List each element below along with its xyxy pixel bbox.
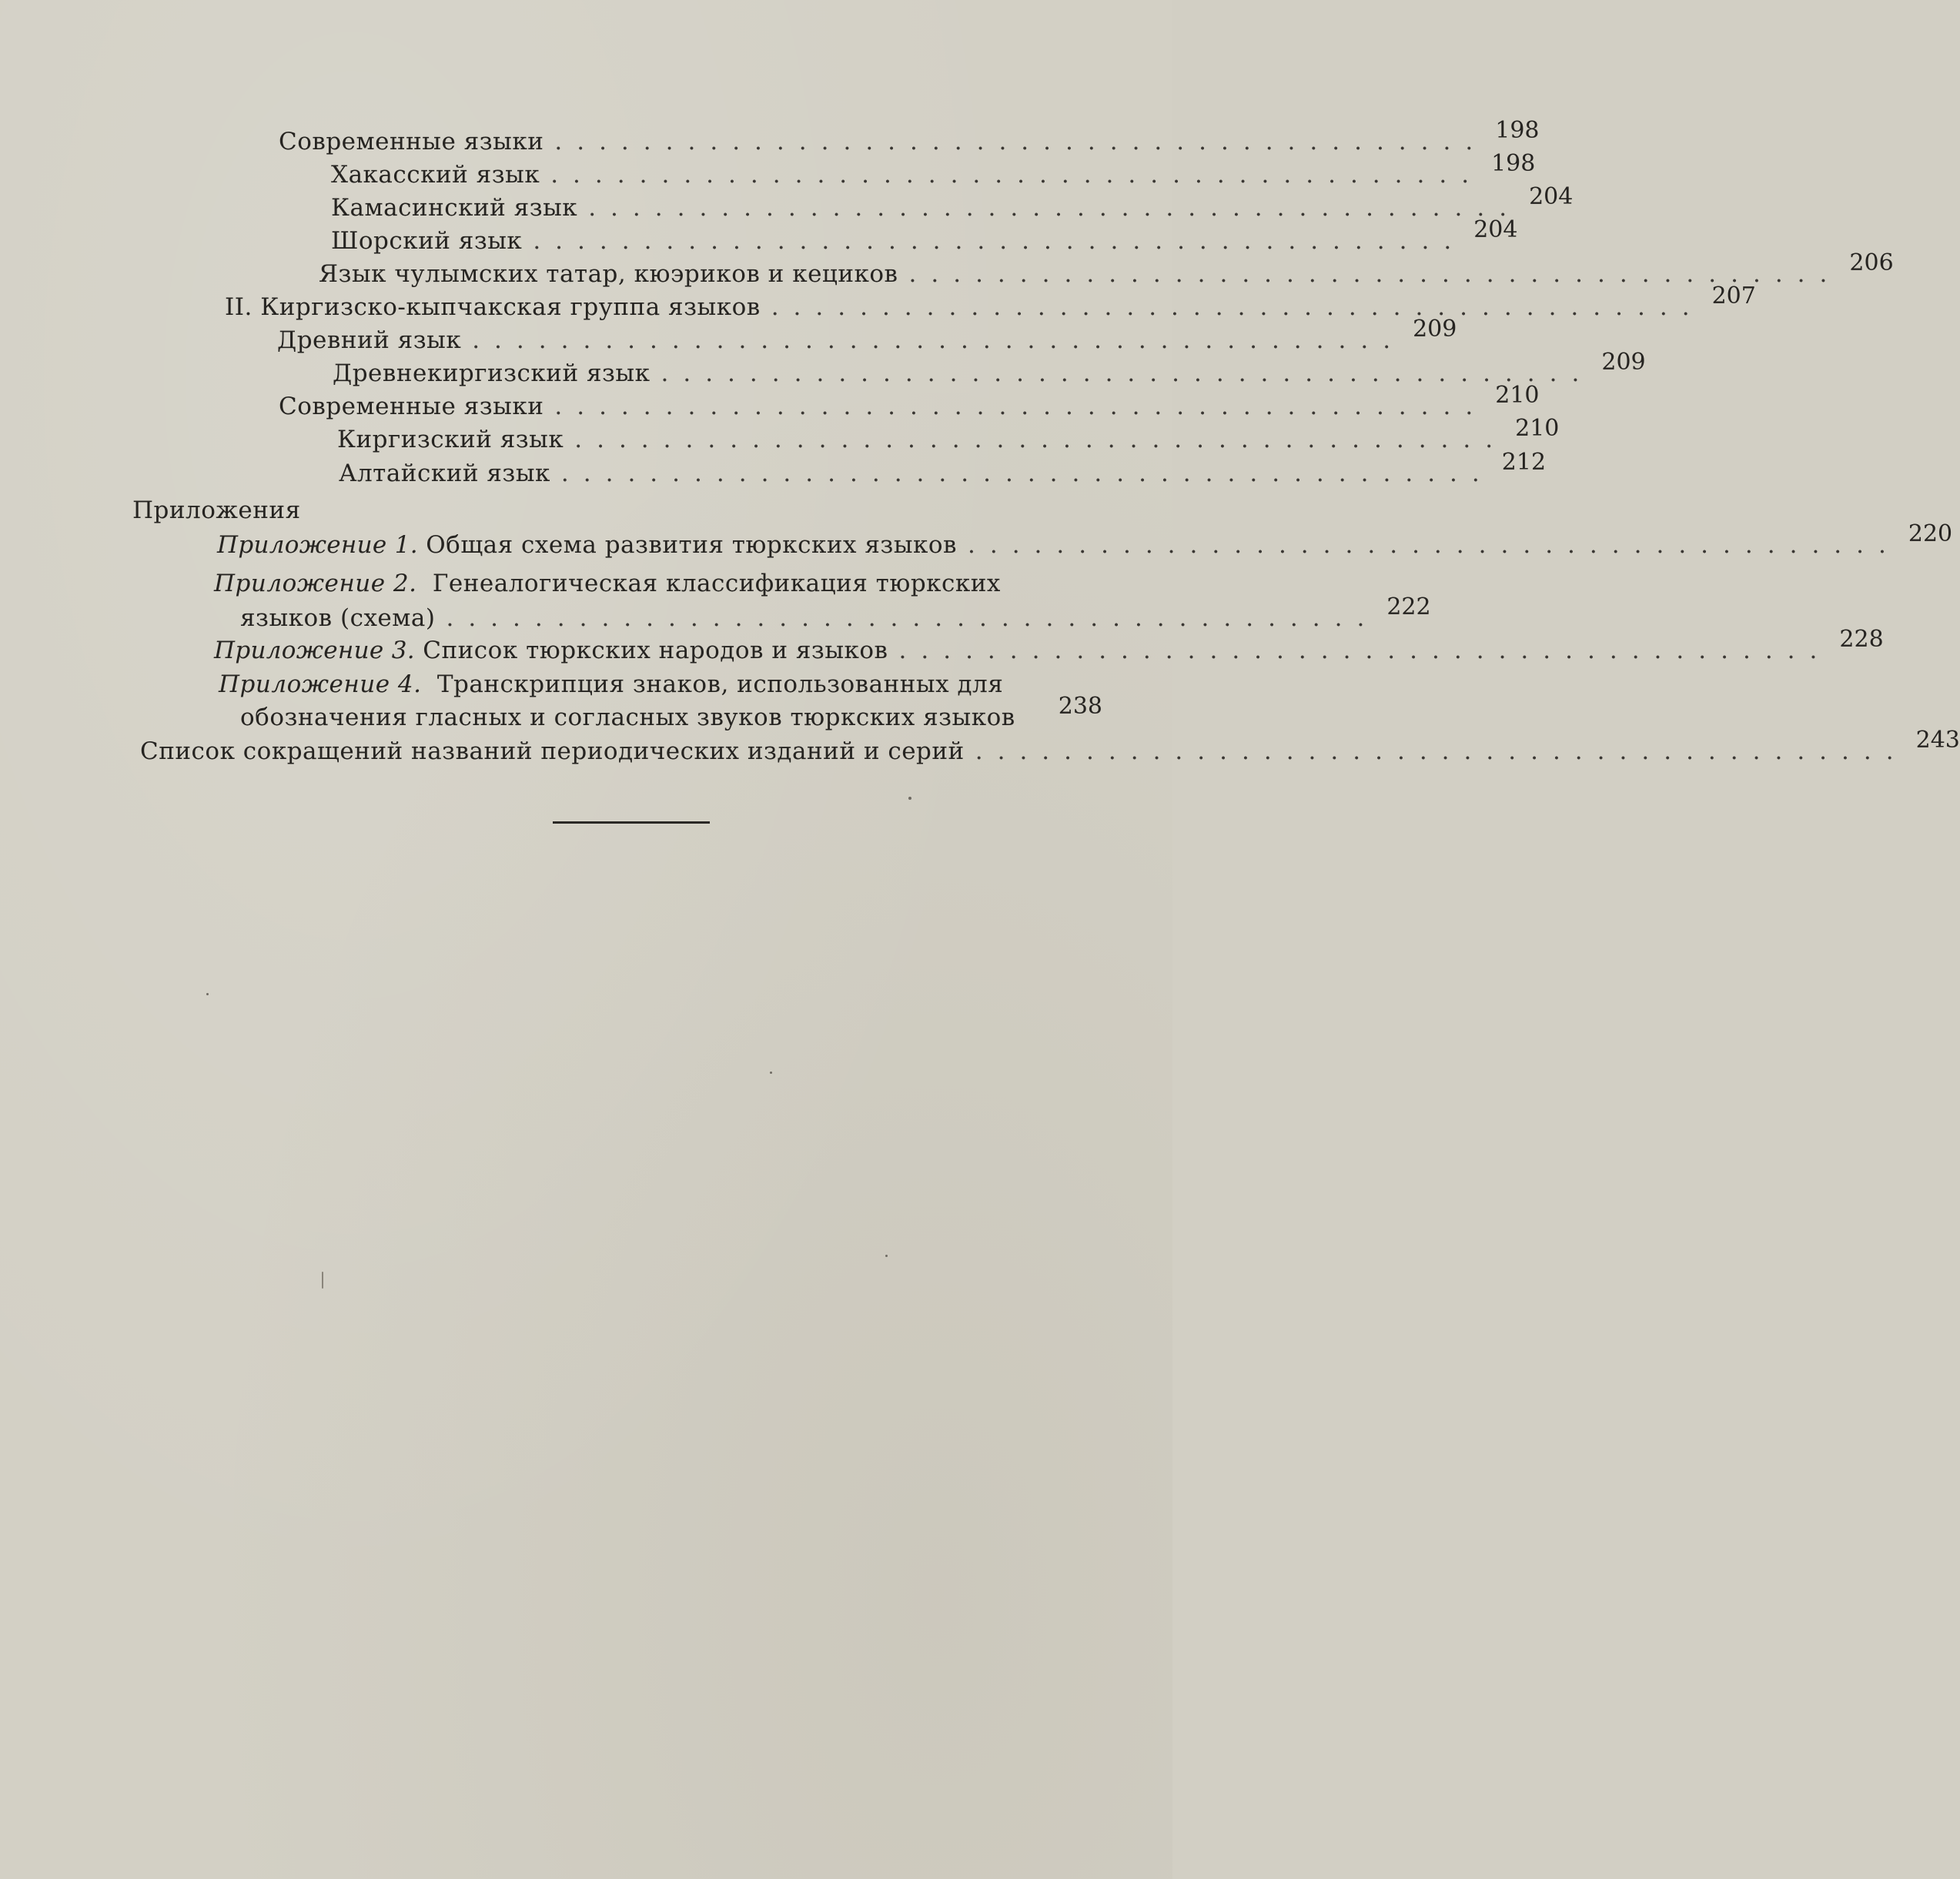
appendix-title-cont: обозначения гласных и согласных звуков тюркских языков <box>240 704 1015 731</box>
appendix-entry-first-line[interactable] <box>219 667 1003 701</box>
appendix-entry[interactable] <box>217 520 1953 562</box>
appendix-entry-page: 228 <box>1839 626 1884 653</box>
toc-entry[interactable] <box>331 183 1574 225</box>
paper-speck <box>770 1072 772 1074</box>
toc-entry-label: Шорский язык <box>331 227 523 255</box>
appendix-title: Генеалогическая классификация тюркских <box>432 570 1001 597</box>
appendix-entry-label <box>214 634 888 667</box>
toc-entry-page: 210 <box>1515 415 1560 442</box>
abbreviations-page: 243 <box>1915 727 1960 754</box>
toc-entry[interactable] <box>279 382 1540 423</box>
toc-entry[interactable] <box>225 283 1756 324</box>
appendix-title-cont: языков (схема) <box>240 604 436 632</box>
toc-entry-label: Древний язык <box>277 326 462 354</box>
dot-leader: .......................................... <box>661 359 1594 387</box>
appendix-entry-page: 222 <box>1386 593 1431 620</box>
appendix-title: Общая схема развития тюркских языков <box>426 531 957 559</box>
appendix-entry-continuation[interactable] <box>240 693 1102 734</box>
toc-entry[interactable] <box>339 449 1547 490</box>
appendix-prefix: Приложение 4. <box>219 670 422 698</box>
appendix-prefix: Приложение 1. <box>217 531 418 559</box>
appendix-entry-label <box>217 528 957 562</box>
toc-entry-label: Алтайский язык <box>339 460 550 487</box>
toc-entry-page: 209 <box>1413 316 1457 343</box>
toc-entry-page: 198 <box>1491 150 1536 177</box>
toc-entry-page: 204 <box>1529 183 1574 210</box>
toc-entry[interactable] <box>319 249 1894 291</box>
toc-entry-label: Язык чулымских татар, кюэриков и кециков <box>319 260 898 288</box>
paper-speck <box>206 993 209 995</box>
toc-entry[interactable] <box>331 216 1518 258</box>
toc-entry-label: Современные языки <box>279 128 544 155</box>
toc-entry-page: 206 <box>1849 249 1894 276</box>
appendix-heading: Приложения <box>132 496 301 524</box>
toc-entry-page: 210 <box>1495 382 1540 409</box>
toc-entry-page: 198 <box>1495 117 1540 144</box>
dot-leader: .......................................... <box>908 260 1842 288</box>
dot-leader: .......................................... <box>771 293 1704 321</box>
toc-entry-page: 204 <box>1473 216 1518 243</box>
appendix-title: Транскрипция знаков, использованных для <box>436 670 1004 698</box>
dot-leader: .......................................... <box>574 426 1508 453</box>
toc-entry-label: Хакасский язык <box>331 161 540 189</box>
appendix-entry-first-line[interactable] <box>214 567 1001 600</box>
toc-entry-page: 207 <box>1711 283 1756 309</box>
toc-entry-label: II. Киргизско-кыпчакская группа языков <box>225 293 761 321</box>
dot-leader: .......................................... <box>968 531 1901 559</box>
appendix-title: Список тюркских народов и языков <box>423 637 888 664</box>
toc-entry[interactable] <box>279 117 1540 159</box>
paper-speck <box>908 797 911 800</box>
toc-entry-label: Киргизский язык <box>337 426 564 453</box>
toc-entry-label: Древнекиргизский язык <box>333 359 651 387</box>
end-rule <box>553 821 710 824</box>
toc-entry-page: 212 <box>1501 449 1547 476</box>
toc-entry[interactable] <box>277 316 1457 357</box>
appendix-entry-continuation[interactable] <box>240 593 1431 635</box>
appendix-entry[interactable] <box>214 626 1884 667</box>
abbreviations-label: Список сокращений названий периодических изданий и серий <box>140 737 965 765</box>
dot-leader: .......................................... <box>533 227 1467 255</box>
appendix-prefix: Приложение 2. <box>214 570 417 597</box>
dot-leader: .......................................... <box>975 737 1908 765</box>
dot-leader: .......................................... <box>554 128 1488 155</box>
toc-entry-label: Камасинский язык <box>331 194 578 222</box>
dot-leader: .......................................... <box>554 393 1488 420</box>
appendix-entry-page: 220 <box>1908 520 1953 547</box>
toc-entry[interactable] <box>331 150 1536 192</box>
paper-speck <box>322 1272 323 1289</box>
abbreviations-entry[interactable] <box>140 727 1960 768</box>
toc-entry-page: 209 <box>1601 349 1646 376</box>
dot-leader: .......................................... <box>898 637 1832 664</box>
toc-entry[interactable] <box>333 349 1646 390</box>
toc-entry[interactable] <box>337 415 1560 456</box>
dot-leader: .......................................... <box>550 161 1484 189</box>
appendix-prefix: Приложение 3. <box>214 637 415 664</box>
paper-speck <box>885 1255 888 1257</box>
dot-leader: .......................................... <box>446 604 1380 632</box>
appendix-entry-page: 238 <box>1058 693 1102 720</box>
dot-leader: .......................................... <box>588 194 1522 222</box>
dot-leader: .......................................... <box>472 326 1406 354</box>
toc-entry-label: Современные языки <box>279 393 544 420</box>
dot-leader: .......................................... <box>560 460 1494 487</box>
